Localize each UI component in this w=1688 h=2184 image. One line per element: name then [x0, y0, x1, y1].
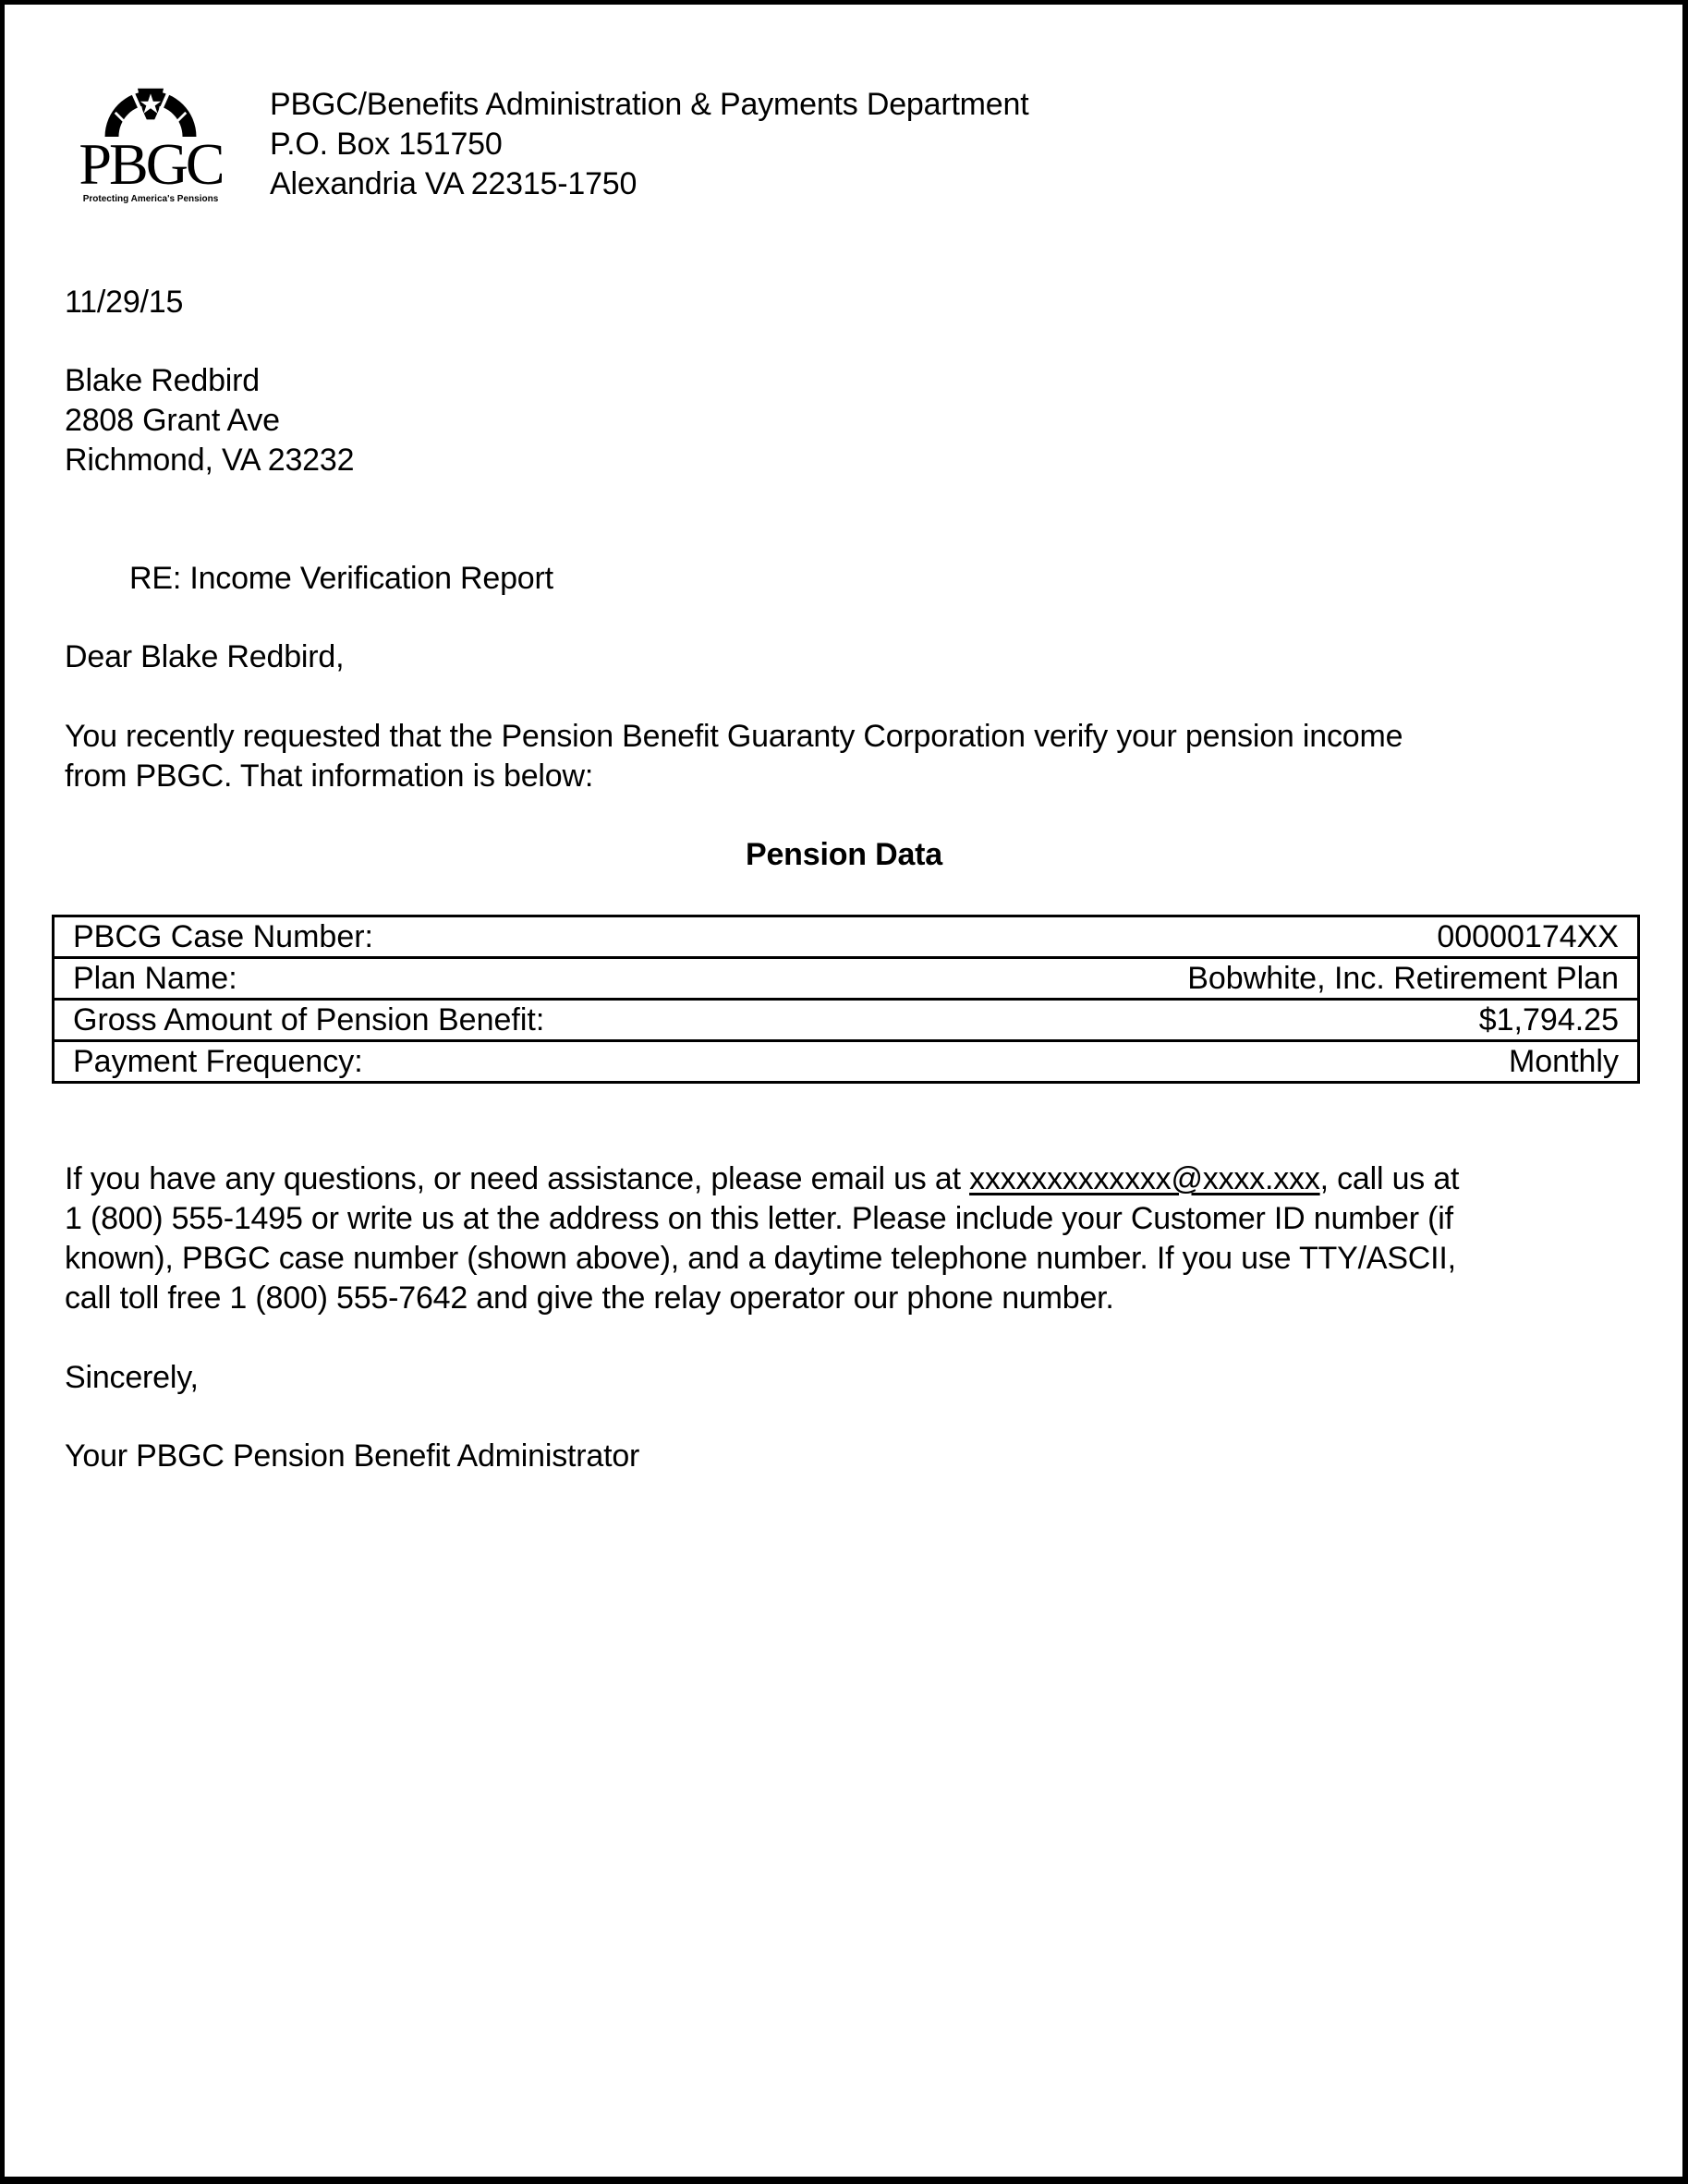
table-row [54, 1041, 1639, 1083]
intro-line-1: You recently requested that the Pension Benefit Guaranty Corporation verify your pension income [65, 719, 1403, 754]
letterhead-po-box: P.O. Box 151750 [270, 127, 503, 162]
gross-amount-label: Gross Amount of Pension Benefit: [54, 1000, 879, 1041]
contact-line-2: 1 (800) 555-1495 or write us at the address on this letter. Please include your Customer ID number (if [65, 1201, 1453, 1236]
letter-date: 11/29/15 [65, 285, 184, 320]
logo-wordmark: PBGC [79, 139, 223, 190]
arch-star-icon [65, 85, 237, 137]
contact-text-before-email: If you have any questions, or need assistance, please email us at [65, 1161, 970, 1196]
contact-line-3: known), PBGC case number (shown above), and a daytime telephone number. If you use TTY/ASCII, [65, 1241, 1456, 1276]
contact-text-after-email: , call us at [1319, 1161, 1460, 1196]
closing: Sincerely, [65, 1360, 199, 1395]
letterhead-city: Alexandria VA 22315-1750 [270, 166, 638, 201]
salutation: Dear Blake Redbird, [65, 639, 345, 674]
table-row [54, 916, 1639, 958]
intro-line-2: from PBGC. That information is below: [65, 758, 594, 794]
table-row [54, 958, 1639, 1000]
payment-frequency-label: Payment Frequency: [54, 1041, 879, 1083]
recipient-name: Blake Redbird [65, 363, 260, 398]
gross-amount-value: $1,794.25 [879, 1000, 1639, 1041]
subject-line: RE: Income Verification Report [129, 561, 553, 596]
contact-line-4: call toll free 1 (800) 555-7642 and give the relay operator our phone number. [65, 1280, 1114, 1316]
contact-line-1 [65, 1159, 1459, 1199]
letterhead-address [270, 85, 1028, 204]
payment-frequency-value: Monthly [879, 1041, 1639, 1083]
pension-data-title: Pension Data [746, 837, 942, 872]
recipient-street: 2808 Grant Ave [65, 403, 280, 438]
letterhead-department: PBGC/Benefits Administration & Payments Department [270, 87, 1029, 122]
plan-name-label: Plan Name: [54, 958, 879, 1000]
plan-name-value: Bobwhite, Inc. Retirement Plan [879, 958, 1639, 1000]
email-link[interactable]: xxxxxxxxxxxxx@xxxx.xxx [969, 1161, 1320, 1196]
case-number-label: PBCG Case Number: [73, 919, 373, 954]
pbgc-logo [65, 85, 237, 205]
recipient-city: Richmond, VA 23232 [65, 443, 355, 478]
pension-data-table [52, 915, 1640, 1084]
logo-tagline: Protecting America's Pensions [82, 194, 219, 204]
signature: Your PBGC Pension Benefit Administrator [65, 1438, 640, 1474]
case-number-value: 00000174XX [1437, 919, 1619, 954]
table-row [54, 1000, 1639, 1041]
